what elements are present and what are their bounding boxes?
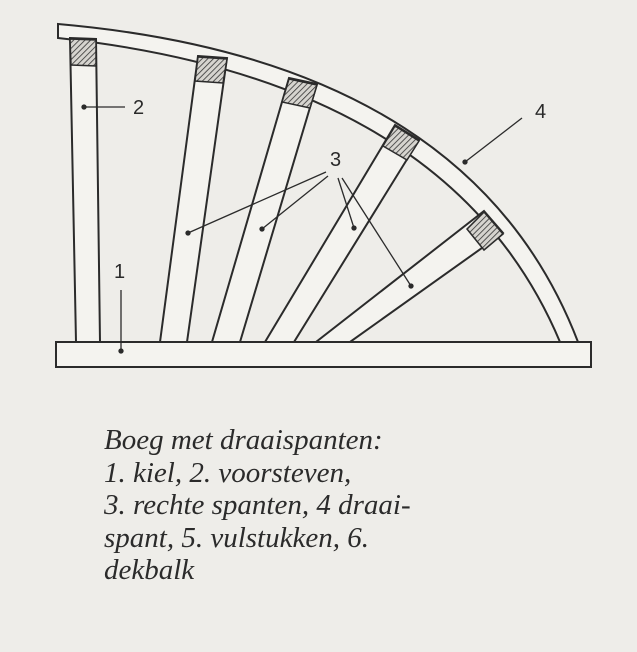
caption-line-3: 3. rechte spanten, 4 draai-: [104, 489, 411, 521]
caption-line-4: spant, 5. vulstukken, 6.: [104, 521, 369, 554]
keel: [56, 342, 591, 367]
caption-line-2: 1. kiel, 2. voorsteven,: [104, 456, 352, 489]
frame-2-hatch-block: [282, 79, 317, 108]
leader-4: [465, 118, 522, 162]
label-draaispant: 4: [535, 101, 547, 123]
label-rechte-spanten: 3: [330, 149, 342, 171]
frame-1-hatch-block: [195, 57, 227, 83]
stem-hatch-block: [70, 39, 96, 66]
straight-frame-1: [160, 56, 227, 342]
caption-line-5: dekbalk: [104, 554, 195, 586]
label-kiel: 1: [114, 261, 126, 283]
label-voorsteven: 2: [133, 97, 145, 119]
caption-line-1: Boeg met draaispanten:: [104, 424, 383, 456]
stem-post: [70, 38, 100, 342]
figure-caption: [104, 424, 604, 587]
